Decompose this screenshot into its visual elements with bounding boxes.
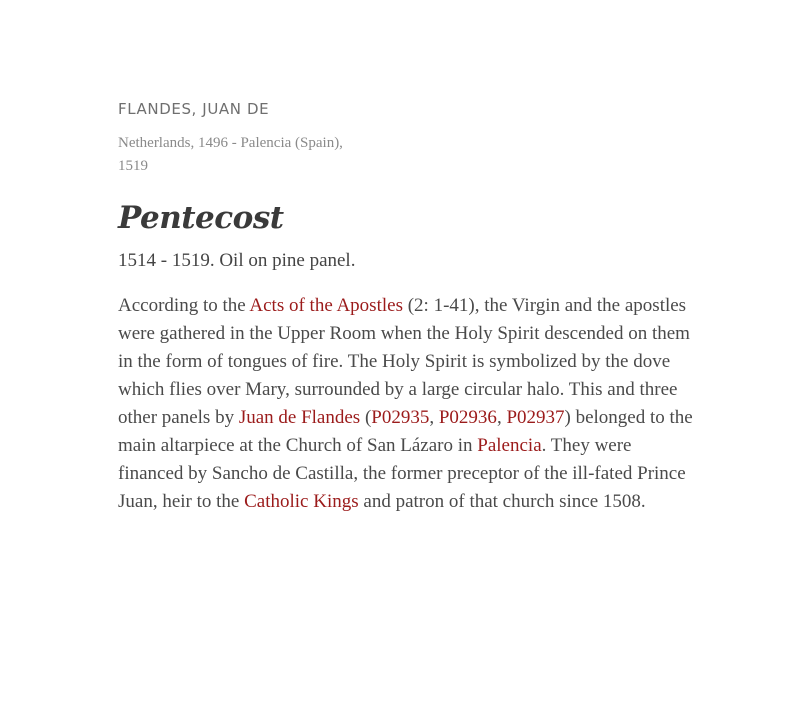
link-juan-de-flandes[interactable]: Juan de Flandes [238, 407, 361, 428]
description-text: , [496, 407, 507, 428]
work-meta: 1514 - 1519. Oil on pine panel. [118, 250, 356, 271]
artist-name: FLANDES, JUAN DE [118, 100, 270, 118]
link-palencia[interactable]: Palencia [477, 435, 542, 456]
link-catholic-kings[interactable]: Catholic Kings [244, 491, 359, 512]
description [118, 292, 693, 516]
work-title: Pentecost [118, 200, 284, 236]
description-text: (2: 1-41), the Virgin and the apostles were gathered in the Upper Room when the Holy Spirit descended on them in the form of tongues of fire. The Holy Spirit is symbolized by the dove which flies over Mary, surrounded by a large circular halo. This and three other panels by [118, 295, 690, 428]
description-text: According to the [118, 295, 250, 316]
link-acts-of-the-apostles[interactable]: Acts of the Apostles [249, 295, 403, 316]
link-p02937[interactable]: P02937 [506, 407, 565, 428]
artwork-card [118, 100, 698, 516]
description-text: and patron of that church since 1508. [358, 491, 646, 512]
link-p02936[interactable]: P02936 [438, 407, 497, 428]
description-text: ) belonged to the main altarpiece at the Church of San Lázaro in [118, 407, 693, 456]
description-text: . They were financed by Sancho de Castilla, the former preceptor of the ill-fated Prince Juan, heir to the [118, 435, 686, 512]
link-p02935[interactable]: P02935 [371, 407, 430, 428]
description-text: , [429, 407, 439, 428]
artist-bio: Netherlands, 1496 - Palencia (Spain), 1519 [118, 135, 343, 174]
description-text: ( [360, 407, 372, 428]
